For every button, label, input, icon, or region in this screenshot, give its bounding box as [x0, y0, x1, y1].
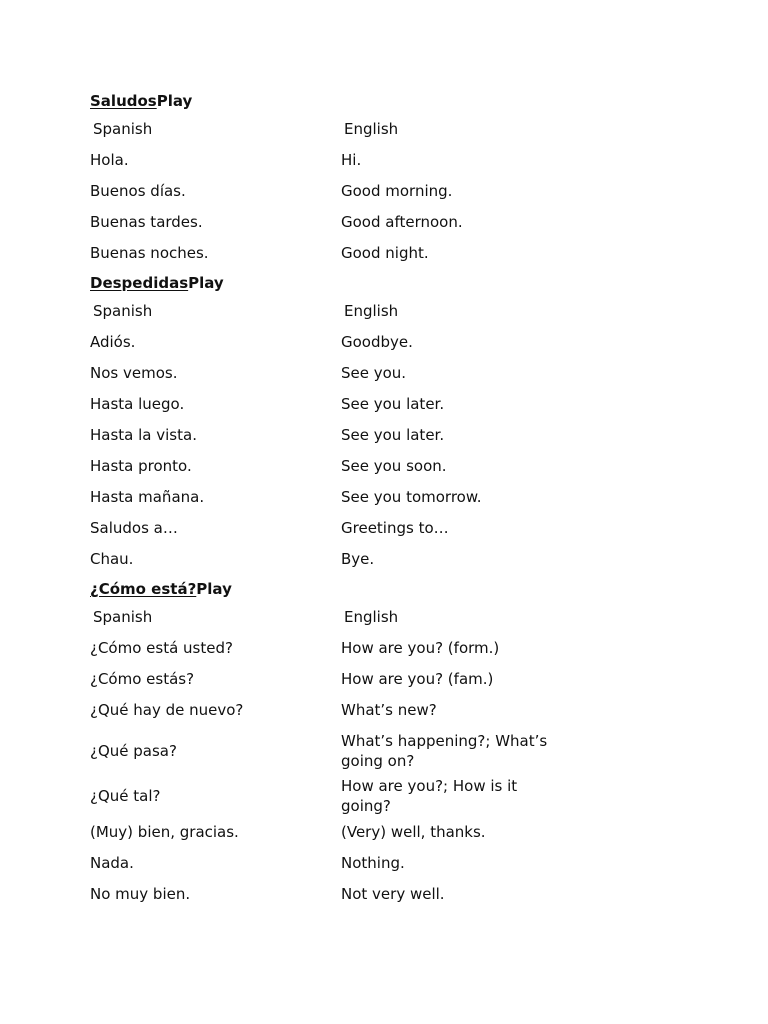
english-translation: (Very) well, thanks.	[341, 822, 486, 841]
spanish-phrase: (Muy) bien, gracias.	[90, 822, 239, 841]
table-row	[90, 663, 590, 694]
table-row	[90, 776, 590, 816]
table-row	[90, 326, 590, 357]
table-row	[90, 632, 590, 663]
table-row	[90, 144, 590, 175]
spanish-phrase: Hola.	[90, 150, 129, 169]
english-translation: How are you? (fam.)	[341, 669, 494, 688]
play-link[interactable]: Play	[196, 580, 232, 598]
english-translation: Good morning.	[341, 181, 453, 200]
spanish-phrase: Buenas tardes.	[90, 212, 203, 231]
english-translation: Hi.	[341, 150, 362, 169]
table-row	[90, 481, 590, 512]
spanish-phrase: Chau.	[90, 549, 134, 568]
section-title: Despedidas	[90, 274, 189, 292]
english-translation: Nothing.	[341, 853, 405, 872]
column-header-spanish: Spanish	[93, 301, 153, 320]
spanish-phrase: ¿Qué tal?	[90, 787, 161, 805]
english-translation: Not very well.	[341, 884, 445, 903]
table-header-row	[90, 295, 590, 326]
spanish-phrase: Hasta la vista.	[90, 425, 197, 444]
table-header-row	[90, 601, 590, 632]
spanish-phrase: ¿Qué pasa?	[90, 741, 177, 760]
english-translation: See you later.	[341, 425, 445, 444]
english-translation: Bye.	[341, 549, 375, 568]
column-header-english: English	[344, 119, 399, 138]
english-translation: See you.	[341, 363, 407, 382]
section-heading-despedidas	[90, 272, 610, 294]
play-link[interactable]: Play	[156, 92, 193, 110]
column-header-english: English	[344, 301, 399, 320]
table-row	[90, 847, 590, 878]
english-translation: How are you?; How is it going?	[341, 777, 518, 815]
spanish-phrase: Hasta luego.	[90, 394, 185, 413]
english-translation: See you later.	[341, 394, 445, 413]
spanish-phrase: ¿Cómo estás?	[90, 669, 195, 688]
spanish-phrase: ¿Cómo está usted?	[90, 638, 233, 657]
column-header-english: English	[344, 607, 399, 626]
spanish-phrase: Hasta mañana.	[90, 487, 205, 506]
section-heading-como-esta	[90, 578, 610, 600]
table-row	[90, 357, 590, 388]
section-title: Saludos	[90, 92, 157, 110]
table-row	[90, 388, 590, 419]
vocab-table-como-esta	[90, 601, 590, 909]
table-row	[90, 816, 590, 847]
table-row	[90, 725, 590, 776]
column-header-spanish: Spanish	[93, 607, 153, 626]
spanish-phrase: Hasta pronto.	[90, 456, 192, 475]
english-translation: Good night.	[341, 243, 429, 262]
spanish-phrase: Nos vemos.	[90, 363, 178, 382]
vocab-table-saludos	[90, 113, 590, 268]
document-body	[90, 90, 610, 913]
english-translation: See you soon.	[341, 456, 447, 475]
table-row	[90, 543, 590, 574]
table-row	[90, 175, 590, 206]
english-translation: Good afternoon.	[341, 212, 463, 231]
column-header-spanish: Spanish	[93, 119, 153, 138]
english-translation: What’s new?	[341, 700, 437, 719]
english-translation: What’s happening?; What’s going on?	[341, 731, 548, 770]
table-header-row	[90, 113, 590, 144]
spanish-phrase: Saludos a…	[90, 518, 178, 537]
play-link[interactable]: Play	[188, 274, 224, 292]
english-translation: Greetings to…	[341, 518, 449, 537]
english-translation: How are you? (form.)	[341, 638, 500, 657]
spanish-phrase: Nada.	[90, 853, 134, 872]
vocab-table-despedidas	[90, 295, 590, 574]
spanish-phrase: ¿Qué hay de nuevo?	[90, 700, 244, 719]
table-row	[90, 237, 590, 268]
table-row	[90, 694, 590, 725]
english-translation: See you tomorrow.	[341, 487, 482, 506]
table-row	[90, 206, 590, 237]
spanish-phrase: Adiós.	[90, 332, 136, 351]
section-title: ¿Cómo está?	[90, 580, 197, 598]
table-row	[90, 512, 590, 543]
spanish-phrase: Buenos días.	[90, 181, 186, 200]
table-row	[90, 878, 590, 909]
table-row	[90, 450, 590, 481]
section-heading-saludos	[90, 90, 610, 112]
spanish-phrase: Buenas noches.	[90, 243, 209, 262]
spanish-phrase: No muy bien.	[90, 884, 191, 903]
english-translation: Goodbye.	[341, 332, 413, 351]
table-row	[90, 419, 590, 450]
